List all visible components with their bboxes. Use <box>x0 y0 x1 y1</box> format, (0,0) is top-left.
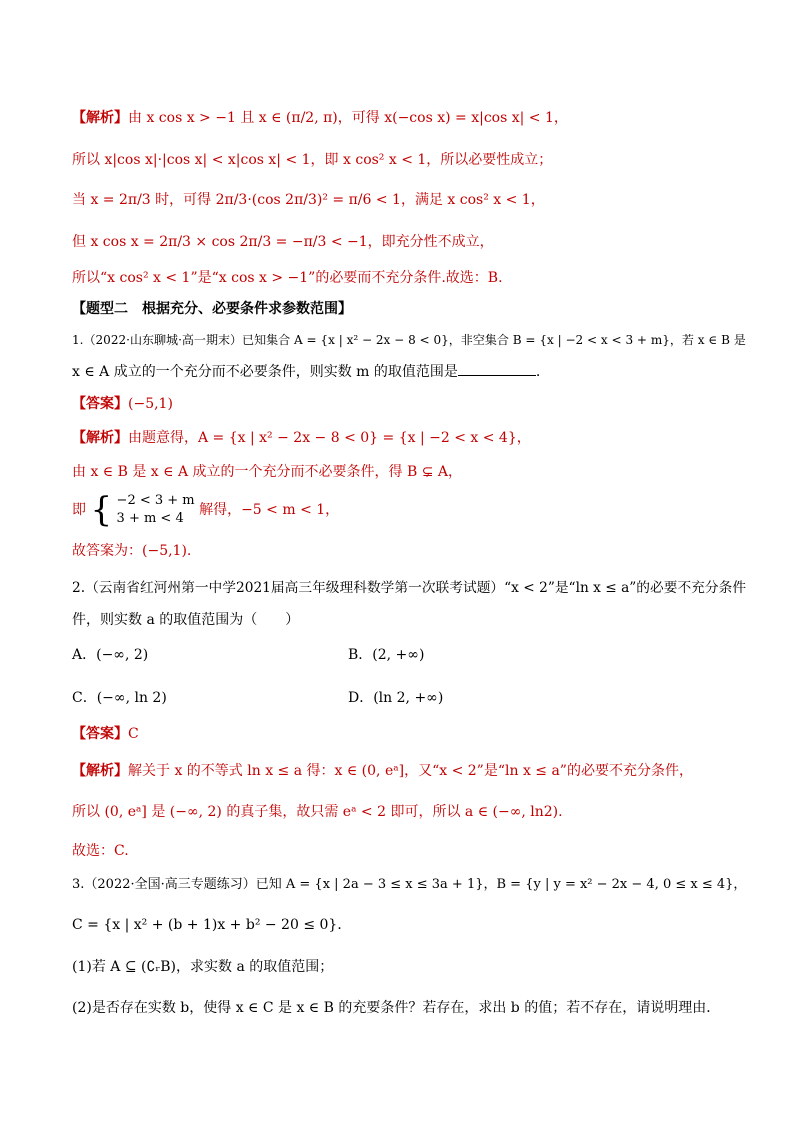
solution-line-5: 所以“x cos² x < 1”是“x cos x > −1”的必要而不充分条件.故选：B. <box>72 270 503 286</box>
solution-text: 由题意得，A = {x | x² − 2x − 8 < 0} = {x | −2 < x < 4}， <box>128 430 531 446</box>
solution-line-1 <box>72 108 568 128</box>
answer-line <box>72 394 173 414</box>
solution-line-2: 所以 x|cos x|·|cos x| < x|cos x| < 1，即 x cos² x < 1，所以必要性成立； <box>72 152 553 168</box>
system-of-inequalities <box>117 492 195 528</box>
answer-tag: 【答案】 <box>72 726 128 742</box>
question-2-line-1: 2.（云南省红河州第一中学2021届高三年级理科数学第一次联考试题）“x < 2”是“ln x ≤ a”的必要不充分条件 <box>72 580 747 596</box>
solution-text: 由 x cos x > −1 且 x ∈ (π/2, π)，可得 x(−cos x) = x|cos x| < 1， <box>128 110 568 126</box>
option-b: B．(2, +∞) <box>348 647 425 663</box>
question-1-line-2 <box>72 361 540 382</box>
option-a: A．(−∞, 2) <box>72 647 149 663</box>
q1-solution-line-2: 由 x ∈ B 是 x ∈ A 成立的一个充分而不必要条件，得 B ⊊ A， <box>72 464 462 480</box>
answer-tag: 【答案】 <box>72 396 128 412</box>
option-c: C．(−∞, ln 2) <box>72 690 167 706</box>
solution-line-4: 但 x cos x = 2π/3 × cos 2π/3 = −π/3 < −1，即充分性不成立， <box>72 234 494 250</box>
question-3-line-1: 3.（2022·全国·高三专题练习）已知 A = {x | 2a − 3 ≤ x ≤ 3a + 1}，B = {y | y = x² − 2x − 4, 0 ≤ x ≤ 4}， <box>72 877 747 892</box>
question-3-part-1: (1)若 A ⊆ (∁ᵣB)，求实数 a 的取值范围； <box>72 959 334 975</box>
inequality-1: −2 < 3 + m <box>116 493 195 508</box>
analysis-tag: 【解析】 <box>72 430 128 446</box>
solution-text: 解关于 x 的不等式 ln x ≤ a 得：x ∈ (0, eᵃ]，又“x < 2”是“ln x ≤ a”的必要不充分条件， <box>128 763 693 779</box>
answer-value: C <box>128 726 139 742</box>
question-2-line-2: 件，则实数 a 的取值范围为（ ） <box>72 612 300 628</box>
option-d: D．(ln 2, +∞) <box>348 690 444 706</box>
system-brace: { <box>90 490 113 530</box>
q1-solution-line-3 <box>72 490 339 530</box>
analysis-tag: 【解析】 <box>72 763 128 779</box>
analysis-tag: 【解析】 <box>72 110 128 126</box>
question-3-line-2: C = {x | x² + (b + 1)x + b² − 20 ≤ 0}． <box>72 917 352 933</box>
solution-line-3: 当 x = 2π/3 时，可得 2π/3·(cos 2π/3)² = π/6 < 1，满足 x cos² x < 1， <box>72 192 545 208</box>
answer-value: (−5,1) <box>128 396 173 412</box>
question-1-text: x ∈ A 成立的一个充分而不必要条件，则实数 m 的取值范围是 <box>72 364 458 380</box>
section-title: 【题型二 根据充分、必要条件求参数范围】 <box>72 301 352 317</box>
solution-text: 解得，−5 < m < 1， <box>199 502 340 518</box>
q2-solution-line-2: 所以 (0, eᵃ] 是 (−∞, 2) 的真子集，故只需 eᵃ < 2 即可，所以 a ∈ (−∞, ln2). <box>72 804 563 820</box>
answer-blank <box>458 361 536 376</box>
q1-solution-line-1 <box>72 428 531 448</box>
q2-solution-line-3: 故选：C. <box>72 843 129 859</box>
question-1-line-1: 1.（2022·山东聊城·高一期末）已知集合 A = {x | x² − 2x − 8 < 0}，非空集合 B = {x | −2 < x < 3 + m}，若 x ∈ B 是 <box>72 333 746 347</box>
q1-solution-line-4: 故答案为：(−5,1). <box>72 543 192 559</box>
question-3-part-2: (2)是否存在实数 b，使得 x ∈ C 是 x ∈ B 的充要条件？若存在，求出 b 的值；若不存在，请说明理由． <box>72 1000 721 1016</box>
solution-text: 即 <box>72 502 86 518</box>
question-1-period: . <box>535 364 541 380</box>
q2-solution-line-1 <box>72 761 693 781</box>
q2-answer-line <box>72 724 139 744</box>
inequality-2: 3 + m < 4 <box>116 511 184 526</box>
